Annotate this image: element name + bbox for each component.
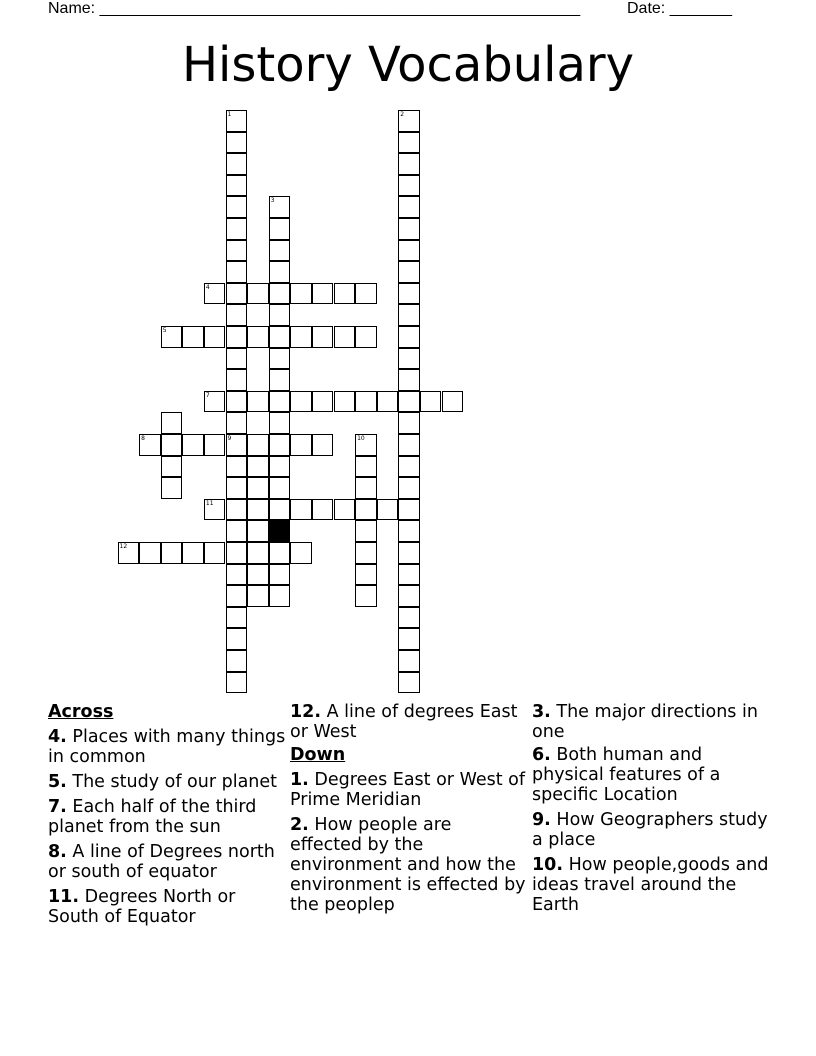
grid-cell[interactable]: [269, 348, 291, 370]
grid-cell[interactable]: [247, 391, 269, 413]
grid-cell[interactable]: [226, 348, 248, 370]
clue-number: 10.: [532, 855, 564, 875]
grid-cell[interactable]: [398, 650, 420, 672]
clue-text: Places with many things in common: [48, 727, 286, 767]
grid-cell[interactable]: [398, 585, 420, 607]
clue-number: 5.: [48, 772, 67, 792]
grid-cell[interactable]: [398, 218, 420, 240]
clue-number: 9.: [532, 810, 551, 830]
grid-cell[interactable]: [269, 196, 291, 218]
grid-cell[interactable]: [226, 607, 248, 629]
grid-cell[interactable]: [377, 499, 399, 521]
grid-cell[interactable]: [334, 326, 356, 348]
grid-cell[interactable]: [247, 434, 269, 456]
grid-cell[interactable]: [226, 456, 248, 478]
grid-cell[interactable]: [226, 326, 248, 348]
clue-number: 11.: [48, 887, 80, 907]
grid-cell[interactable]: [355, 477, 377, 499]
grid-cell[interactable]: [161, 542, 183, 564]
grid-cell[interactable]: [269, 434, 291, 456]
grid-cell[interactable]: [204, 499, 226, 521]
clue-number-label: 10: [357, 435, 365, 442]
grid-cell[interactable]: [290, 283, 312, 305]
grid-cell[interactable]: [334, 499, 356, 521]
grid-cell[interactable]: [269, 240, 291, 262]
grid-cell[interactable]: [312, 326, 334, 348]
grid-cell[interactable]: [269, 326, 291, 348]
clue-text: A line of degrees East or West: [290, 702, 518, 742]
grid-cell[interactable]: [226, 412, 248, 434]
grid-cell[interactable]: [226, 218, 248, 240]
clue-number: 4.: [48, 727, 67, 747]
grid-cell[interactable]: [247, 499, 269, 521]
grid-cell[interactable]: [398, 304, 420, 326]
grid-cell[interactable]: [226, 542, 248, 564]
grid-cell[interactable]: [290, 391, 312, 413]
grid-cell[interactable]: [312, 434, 334, 456]
grid-cell[interactable]: [398, 261, 420, 283]
grid-cell[interactable]: [269, 261, 291, 283]
grid-cell[interactable]: [226, 520, 248, 542]
across-clue: [48, 887, 286, 927]
grid-cell[interactable]: [269, 542, 291, 564]
grid-cell[interactable]: [226, 132, 248, 154]
grid-cell[interactable]: [398, 456, 420, 478]
grid-cell[interactable]: [269, 456, 291, 478]
clue-text: The study of our planet: [72, 772, 278, 792]
grid-cell[interactable]: [161, 456, 183, 478]
grid-cell[interactable]: [398, 326, 420, 348]
grid-cell[interactable]: [226, 153, 248, 175]
grid-cell[interactable]: [398, 132, 420, 154]
grid-cell[interactable]: [355, 326, 377, 348]
grid-cell[interactable]: [398, 153, 420, 175]
grid-cell[interactable]: [334, 283, 356, 305]
across-clue: [48, 772, 286, 792]
grid-cell[interactable]: [226, 434, 248, 456]
grid-cell[interactable]: [204, 542, 226, 564]
grid-cell[interactable]: [312, 283, 334, 305]
clue-text: Degrees North or South of Equator: [48, 887, 236, 927]
grid-cell[interactable]: [226, 304, 248, 326]
grid-cell[interactable]: [355, 434, 377, 456]
grid-cell[interactable]: [247, 477, 269, 499]
clue-number-label: 1: [227, 111, 232, 118]
down-clue: [532, 810, 770, 850]
clue-text: The major directions in one: [532, 702, 758, 742]
grid-cell[interactable]: [398, 369, 420, 391]
clue-text: Degrees East or West of Prime Meridian: [290, 770, 526, 810]
clue-number-label: 7: [205, 391, 210, 399]
grid-cell[interactable]: [226, 672, 248, 694]
down-clue: [290, 770, 528, 810]
grid-cell[interactable]: [398, 628, 420, 650]
clue-text: A line of Degrees north or south of equator: [48, 842, 275, 882]
clue-number-label: 12: [119, 543, 128, 550]
black-cell: [269, 520, 291, 542]
grid-cell[interactable]: [247, 456, 269, 478]
grid-cell[interactable]: [377, 391, 399, 413]
grid-cell[interactable]: [398, 607, 420, 629]
grid-cell[interactable]: [398, 348, 420, 370]
grid-cell[interactable]: [204, 283, 226, 305]
grid-cell[interactable]: [398, 434, 420, 456]
grid-cell[interactable]: [398, 672, 420, 694]
clue-number: 1.: [290, 770, 309, 790]
grid-cell[interactable]: [247, 542, 269, 564]
down-heading: Down: [290, 745, 346, 765]
grid-cell[interactable]: [226, 196, 248, 218]
grid-cell[interactable]: [226, 585, 248, 607]
grid-cell[interactable]: [161, 412, 183, 434]
grid-cell[interactable]: [269, 477, 291, 499]
date-field-label: Date: _______: [627, 0, 732, 17]
grid-cell[interactable]: [334, 391, 356, 413]
name-field-label: Name: ______________________________________________________: [48, 0, 581, 17]
grid-cell[interactable]: [269, 564, 291, 586]
grid-cell[interactable]: [182, 326, 204, 348]
down-clue: [532, 855, 770, 915]
grid-cell[interactable]: [226, 369, 248, 391]
grid-cell[interactable]: [161, 434, 183, 456]
grid-cell[interactable]: [269, 499, 291, 521]
grid-cell[interactable]: [398, 240, 420, 262]
grid-cell[interactable]: [226, 261, 248, 283]
grid-cell[interactable]: [442, 391, 464, 413]
clue-number-label: 9: [227, 435, 232, 442]
grid-cell[interactable]: [247, 326, 269, 348]
grid-cell[interactable]: [139, 542, 161, 564]
grid-cell[interactable]: [269, 304, 291, 326]
across-clue: [48, 727, 286, 767]
grid-cell[interactable]: [290, 326, 312, 348]
page-title: History Vocabulary: [181, 37, 635, 93]
grid-cell[interactable]: [290, 434, 312, 456]
grid-cell[interactable]: [226, 391, 248, 413]
clue-number: 3.: [532, 702, 551, 722]
grid-cell[interactable]: [247, 283, 269, 305]
grid-cell[interactable]: [355, 391, 377, 413]
grid-cell[interactable]: [398, 175, 420, 197]
grid-cell[interactable]: [398, 477, 420, 499]
grid-cell[interactable]: [226, 650, 248, 672]
grid-cell[interactable]: [269, 369, 291, 391]
grid-cell[interactable]: [269, 391, 291, 413]
grid-cell[interactable]: [247, 585, 269, 607]
grid-cell[interactable]: [226, 283, 248, 305]
grid-cell[interactable]: [204, 434, 226, 456]
across-heading: Across: [48, 702, 114, 722]
grid-cell[interactable]: [398, 542, 420, 564]
across-clue: [48, 797, 286, 837]
grid-cell[interactable]: [398, 412, 420, 434]
grid-cell[interactable]: [398, 520, 420, 542]
grid-cell[interactable]: [226, 564, 248, 586]
grid-cell[interactable]: [247, 520, 269, 542]
clues-column-3: [532, 702, 770, 915]
down-clue: [532, 745, 770, 805]
grid-cell[interactable]: [398, 196, 420, 218]
grid-cell[interactable]: [420, 391, 442, 413]
clues-column-2: [290, 702, 528, 915]
clue-number-label: 5: [162, 327, 167, 334]
grid-cell[interactable]: [355, 564, 377, 586]
grid-cell[interactable]: [355, 520, 377, 542]
down-clue: [290, 815, 528, 915]
grid-cell[interactable]: [226, 628, 248, 650]
grid-cell[interactable]: [290, 499, 312, 521]
grid-cell[interactable]: [226, 477, 248, 499]
grid-cell[interactable]: [355, 456, 377, 478]
clue-text: Each half of the third planet from the sun: [48, 797, 257, 837]
clue-number-label: 2: [400, 111, 405, 118]
grid-cell[interactable]: [398, 391, 420, 413]
grid-cell[interactable]: [398, 499, 420, 521]
grid-cell[interactable]: [161, 477, 183, 499]
grid-cell[interactable]: [182, 542, 204, 564]
grid-cell[interactable]: [226, 499, 248, 521]
clue-text: Both human and physical features of a specific Location: [532, 745, 721, 805]
across-clue: [290, 702, 528, 742]
across-clue: [48, 842, 286, 882]
clue-number: 7.: [48, 797, 67, 817]
clue-number: 8.: [48, 842, 67, 862]
grid-cell[interactable]: [204, 326, 226, 348]
grid-cell[interactable]: [398, 564, 420, 586]
grid-cell[interactable]: [161, 326, 183, 348]
grid-cell[interactable]: [226, 240, 248, 262]
clue-text: How people are effected by the environment and how the environment is effected by the peoplep: [290, 815, 526, 915]
clue-number: 12.: [290, 702, 322, 722]
clue-text: How people,goods and ideas travel around the Earth: [532, 855, 769, 915]
clue-number-label: 3: [270, 197, 275, 205]
grid-cell[interactable]: [312, 391, 334, 413]
grid-cell[interactable]: [118, 542, 140, 564]
grid-cell[interactable]: [139, 434, 161, 456]
grid-cell[interactable]: [355, 542, 377, 564]
clue-number: 6.: [532, 745, 551, 765]
clue-text: How Geographers study a place: [532, 810, 768, 850]
grid-cell[interactable]: [269, 283, 291, 305]
grid-cell[interactable]: [398, 283, 420, 305]
clue-number: 2.: [290, 815, 309, 835]
grid-cell[interactable]: [312, 499, 334, 521]
grid-cell[interactable]: [355, 499, 377, 521]
grid-cell[interactable]: [355, 585, 377, 607]
grid-cell[interactable]: [204, 391, 226, 413]
grid-cell[interactable]: [398, 110, 420, 132]
grid-cell[interactable]: [182, 434, 204, 456]
grid-cell[interactable]: [290, 542, 312, 564]
grid-cell[interactable]: [226, 110, 248, 132]
clue-number-label: 4: [205, 283, 210, 291]
clue-number-label: 8: [141, 435, 145, 442]
clues-column-1: [48, 702, 286, 927]
down-clue: [532, 702, 770, 742]
grid-cell[interactable]: [247, 564, 269, 586]
grid-cell[interactable]: [269, 585, 291, 607]
grid-cell[interactable]: [269, 412, 291, 434]
grid-cell[interactable]: [269, 218, 291, 240]
grid-cell[interactable]: [226, 175, 248, 197]
grid-cell[interactable]: [355, 283, 377, 305]
clue-number-label: 11: [205, 499, 214, 507]
